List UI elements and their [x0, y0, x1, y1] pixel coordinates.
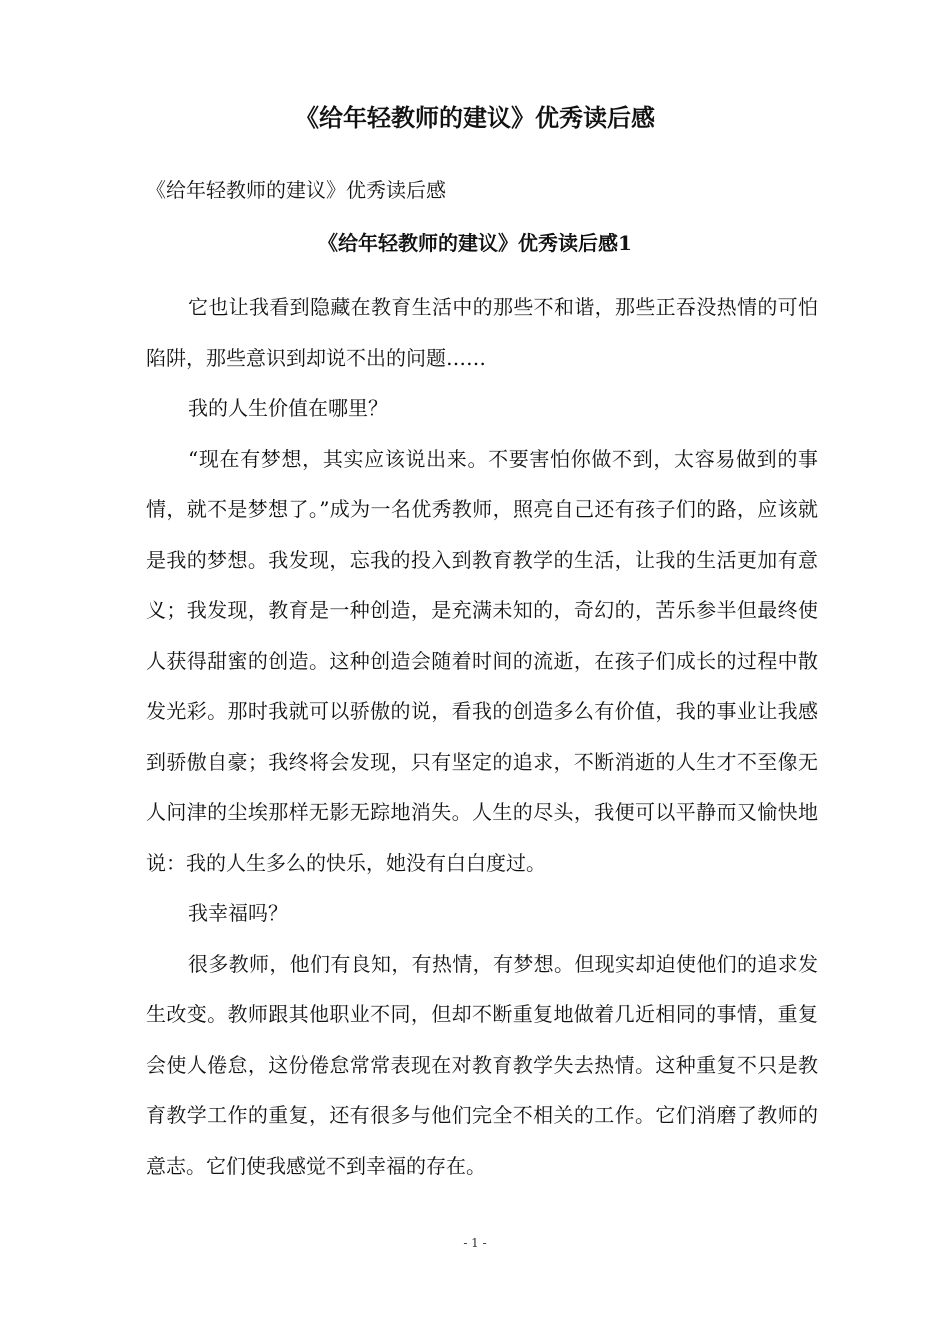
document-body: [146, 282, 818, 1191]
paragraph-1: 它也让我看到隐藏在教育生活中的那些不和谐，那些正吞没热情的可怕陷阱，那些意识到却说不出的问题……: [146, 295, 818, 370]
page-number: - 1 -: [463, 1236, 487, 1250]
paragraph-4: 我幸福吗？: [188, 901, 288, 925]
document-subtitle: 《给年轻教师的建议》优秀读后感: [146, 178, 446, 202]
paragraph-3: “现在有梦想，其实应该说出来。不要害怕你做不到，太容易做到的事情，就不是梦想了。”成为一名优秀教师，照亮自己还有孩子们的路，应该就是我的梦想。我发现，忘我的投入到教育教学的生活，让我的生活更加有意义；我发现，教育是一种创造，是充满未知的，奇幻的，苦乐参半但最终使人获得甜蜜的创造。这种创造会随着时间的流逝，在孩子们成长的过程中散发光彩。那时我就可以骄傲的说，看我的创造多么有价值，我的事业让我感到骄傲自豪；我终将会发现，只有坚定的追求，不断消逝的人生才不至像无人问津的尘埃那样无影无踪地消失。人生的尽头，我便可以平静而又愉快地说：我的人生多么的快乐，她没有白白度过。: [146, 446, 818, 875]
document-title: 《给年轻教师的建议》优秀读后感: [295, 103, 655, 132]
section-heading: 《给年轻教师的建议》优秀读后感1: [318, 231, 632, 255]
paragraph-2: 我的人生价值在哪里？: [188, 396, 388, 420]
paragraph-5: 很多教师，他们有良知，有热情，有梦想。但现实却迫使他们的追求发生改变。教师跟其他职业不同，但却不断重复地做着几近相同的事情，重复会使人倦怠，这份倦怠常常表现在对教育教学失去热情。这种重复不只是教育教学工作的重复，还有很多与他们完全不相关的工作。它们消磨了教师的意志。它们使我感觉不到幸福的存在。: [146, 951, 818, 1178]
